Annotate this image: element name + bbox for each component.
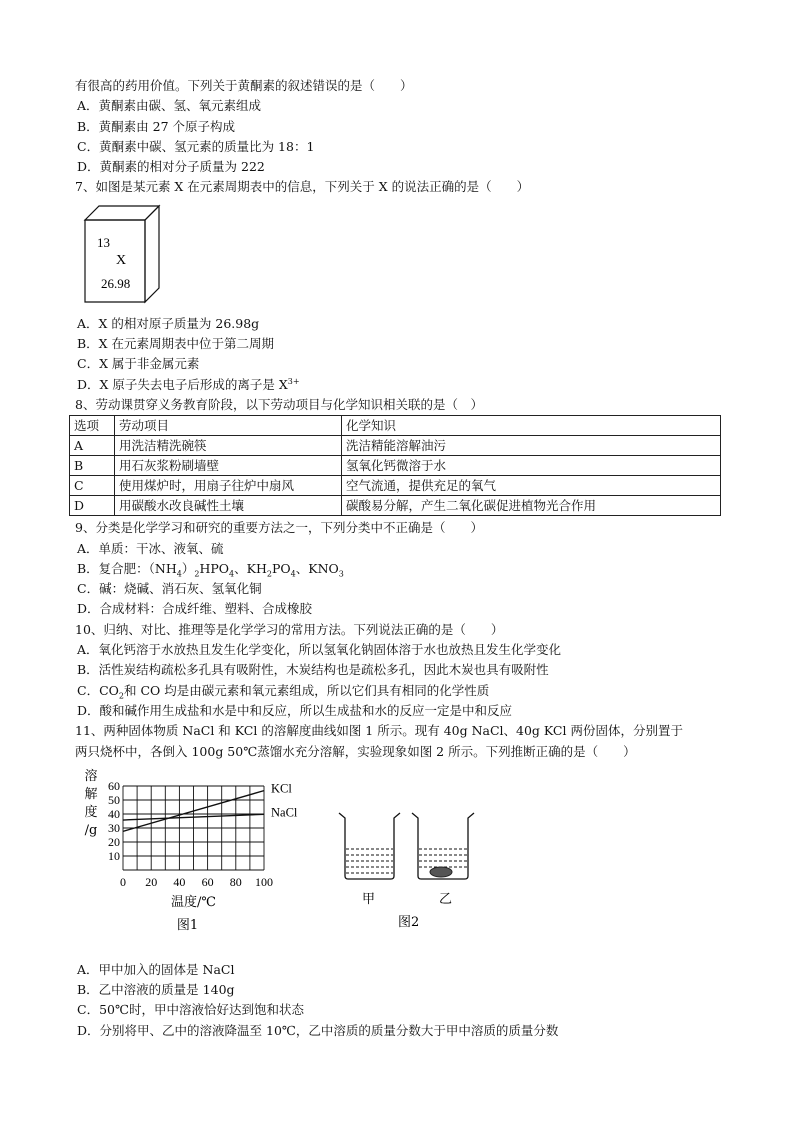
y-tick-label: 50 <box>108 792 120 807</box>
beaker-right-label: 乙 <box>439 891 453 907</box>
table-cell: D <box>70 496 115 516</box>
q6-stem: 有很高的药用价值。下列关于黄酮素的叙述错误的是（ ） <box>75 78 413 93</box>
formula-part: C．CO <box>77 682 119 698</box>
figure1-caption: 图1 <box>176 917 199 933</box>
q11-option-d[interactable]: D．分别将甲、乙中的溶液降温至 10℃，乙中溶质的质量分数大于甲中溶质的质量分数 <box>77 1022 559 1038</box>
header-option: 选项 <box>70 416 115 436</box>
q6-option-a[interactable]: A．黄酮素由碳、氢、氧元素组成 <box>77 98 262 114</box>
formula-part: 、KH <box>234 560 267 576</box>
table-cell: A <box>70 436 115 456</box>
x-tick-label: 0 <box>120 874 126 889</box>
q9-stem: 9、分类是化学学习和研究的重要方法之一，下列分类中不正确是（ ） <box>75 520 483 536</box>
table-row[interactable] <box>70 496 721 516</box>
table-cell: 空气流通，提供充足的氧气 <box>342 476 721 496</box>
y-tick-label: 20 <box>108 834 120 849</box>
table-cell: C <box>70 476 115 496</box>
x-axis-label: 温度/℃ <box>171 894 216 910</box>
table-cell: 使用煤炉时，用扇子往炉中扇风 <box>115 476 342 496</box>
formula-sub: 2 <box>194 569 200 579</box>
table-row[interactable] <box>70 476 721 496</box>
y-tick-label: 40 <box>108 806 120 821</box>
element-cube-drawing <box>83 202 263 308</box>
formula-part: B．复合肥：（NH <box>77 560 177 576</box>
formula-part: ） <box>181 560 195 576</box>
formula-sub: 4 <box>176 569 182 579</box>
x-tick-label: 20 <box>145 874 158 889</box>
q6-option-b[interactable]: B．黄酮素由 27 个原子构成 <box>77 118 236 134</box>
q7-option-d-text: D．X 原子失去电子后形成的离子是 X <box>77 376 288 392</box>
q7-option-c[interactable]: C．X 属于非金属元素 <box>77 356 200 372</box>
beaker-right <box>412 813 474 879</box>
header-labor: 劳动项目 <box>115 416 342 436</box>
q8-stem: 8、劳动课贯穿义务教育阶段，以下劳动项目与化学知识相关联的是（ ） <box>75 396 483 412</box>
q9-option-b[interactable] <box>75 559 725 579</box>
y-axis-label-char: 解 <box>84 786 98 802</box>
beaker-left <box>339 813 400 879</box>
beaker-left-label: 甲 <box>362 891 376 907</box>
header-knowledge: 化学知识 <box>342 416 721 436</box>
table-cell: B <box>70 456 115 476</box>
q10-option-d[interactable]: D．酸和碱作用生成盐和水是中和反应，所以生成盐和水的反应一定是中和反应 <box>77 702 513 718</box>
q7-option-a[interactable]: A．X 的相对原子质量为 26.98g <box>77 315 260 331</box>
q10-option-a[interactable]: A．氧化钙溶于水放热且发生化学变化，所以氢氧化钠固体溶于水也放热且发生化学变化 <box>77 642 562 658</box>
legend-label-nacl: NaCl <box>271 805 298 820</box>
formula-part: HPO <box>199 560 230 576</box>
q10-stem: 10、归纳、对比、推理等是化学学习的常用方法。下列说法正确的是（ ） <box>75 621 504 637</box>
q6-option-c[interactable]: C．黄酮素中碳、氢元素的质量比为 18：1 <box>77 138 315 154</box>
x-tick-label: 100 <box>255 874 273 889</box>
y-tick-label: 60 <box>108 778 120 793</box>
x-tick-label: 60 <box>201 874 214 889</box>
table-cell: 碳酸易分解，产生二氧化碳促进植物光合作用 <box>342 496 721 516</box>
table-cell: 用石灰浆粉刷墙壁 <box>115 456 342 476</box>
q11-option-b[interactable]: B．乙中溶液的质量是 140g <box>77 982 235 998</box>
q11-option-a[interactable]: A．甲中加入的固体是 NaCl <box>77 961 235 977</box>
formula-sub: 3 <box>338 569 344 579</box>
table-row[interactable] <box>70 436 721 456</box>
y-axis-label-char: 度 <box>84 804 98 820</box>
formula-sub: 4 <box>290 569 296 579</box>
formula-part: 和 CO 均是由碳元素和氧元素组成，所以它们具有相同的化学性质 <box>123 682 490 698</box>
y-tick-label: 10 <box>108 848 120 863</box>
q7-option-d[interactable] <box>75 375 725 395</box>
q10-option-c[interactable] <box>75 681 725 701</box>
y-axis-label-char: /g <box>84 822 98 838</box>
ion-charge: 3+ <box>287 376 300 386</box>
element-mass: 26.98 <box>101 275 131 291</box>
q11-figures <box>75 766 725 956</box>
table-cell: 用洗洁精洗碗筷 <box>115 436 342 456</box>
q11-stem-line1: 11、两种固体物质 NaCl 和 KCl 的溶解度曲线如图 1 所示。现有 40g NaCl、40g KCl 两份固体，分别置于 <box>75 723 683 739</box>
formula-part: 、KNO <box>295 560 339 576</box>
figure2-caption: 图2 <box>398 914 420 930</box>
q11-option-c[interactable]: C．50℃时，甲中溶液恰好达到饱和状态 <box>77 1002 304 1018</box>
x-tick-label: 40 <box>173 874 186 889</box>
formula-sub: 2 <box>266 569 272 579</box>
legend-label-kcl: KCl <box>271 781 292 796</box>
table-header-row <box>70 416 721 436</box>
q9-option-d[interactable]: D．合成材料：合成纤维、塑料、合成橡胶 <box>77 601 313 617</box>
table-cell: 氢氧化钙微溶于水 <box>342 456 721 476</box>
q7-stem: 7、如图是某元素 X 在元素周期表中的信息，下列关于 X 的说法正确的是（ ） <box>75 179 530 195</box>
figures-svg <box>75 766 635 956</box>
q9-option-a[interactable]: A．单质：干冰、液氧、硫 <box>77 540 224 556</box>
x-tick-label: 80 <box>229 874 242 889</box>
formula-sub: 4 <box>229 569 235 579</box>
q9-option-c[interactable]: C．碱：烧碱、消石灰、氢氧化铜 <box>77 581 262 597</box>
q11-stem-line2: 两只烧杯中，各倒入 100g 50℃蒸馏水充分溶解，实验现象如图 2 所示。下列推断正确的是（ ） <box>75 743 636 759</box>
table-cell: 洗洁精能溶解油污 <box>342 436 721 456</box>
table-cell: 用碳酸水改良碱性土壤 <box>115 496 342 516</box>
element-card <box>83 202 263 308</box>
formula-part: PO <box>271 560 291 576</box>
q6-option-d[interactable]: D．黄酮素的相对分子质量为 222 <box>77 159 265 175</box>
element-number: 13 <box>97 234 110 250</box>
y-tick-label: 30 <box>108 820 120 835</box>
exam-page <box>75 76 725 1041</box>
q7-option-b[interactable]: B．X 在元素周期表中位于第二周期 <box>77 336 275 352</box>
table-row[interactable] <box>70 456 721 476</box>
element-symbol: X <box>116 252 127 268</box>
formula-sub: 2 <box>118 691 124 701</box>
solubility-chart <box>84 768 297 933</box>
y-axis-label-char: 溶 <box>84 768 98 784</box>
undissolved-solid <box>430 867 452 877</box>
q8-table <box>69 415 721 516</box>
q10-option-b[interactable]: B．活性炭结构疏松多孔具有吸附性，木炭结构也是疏松多孔，因此木炭也具有吸附性 <box>77 662 549 678</box>
